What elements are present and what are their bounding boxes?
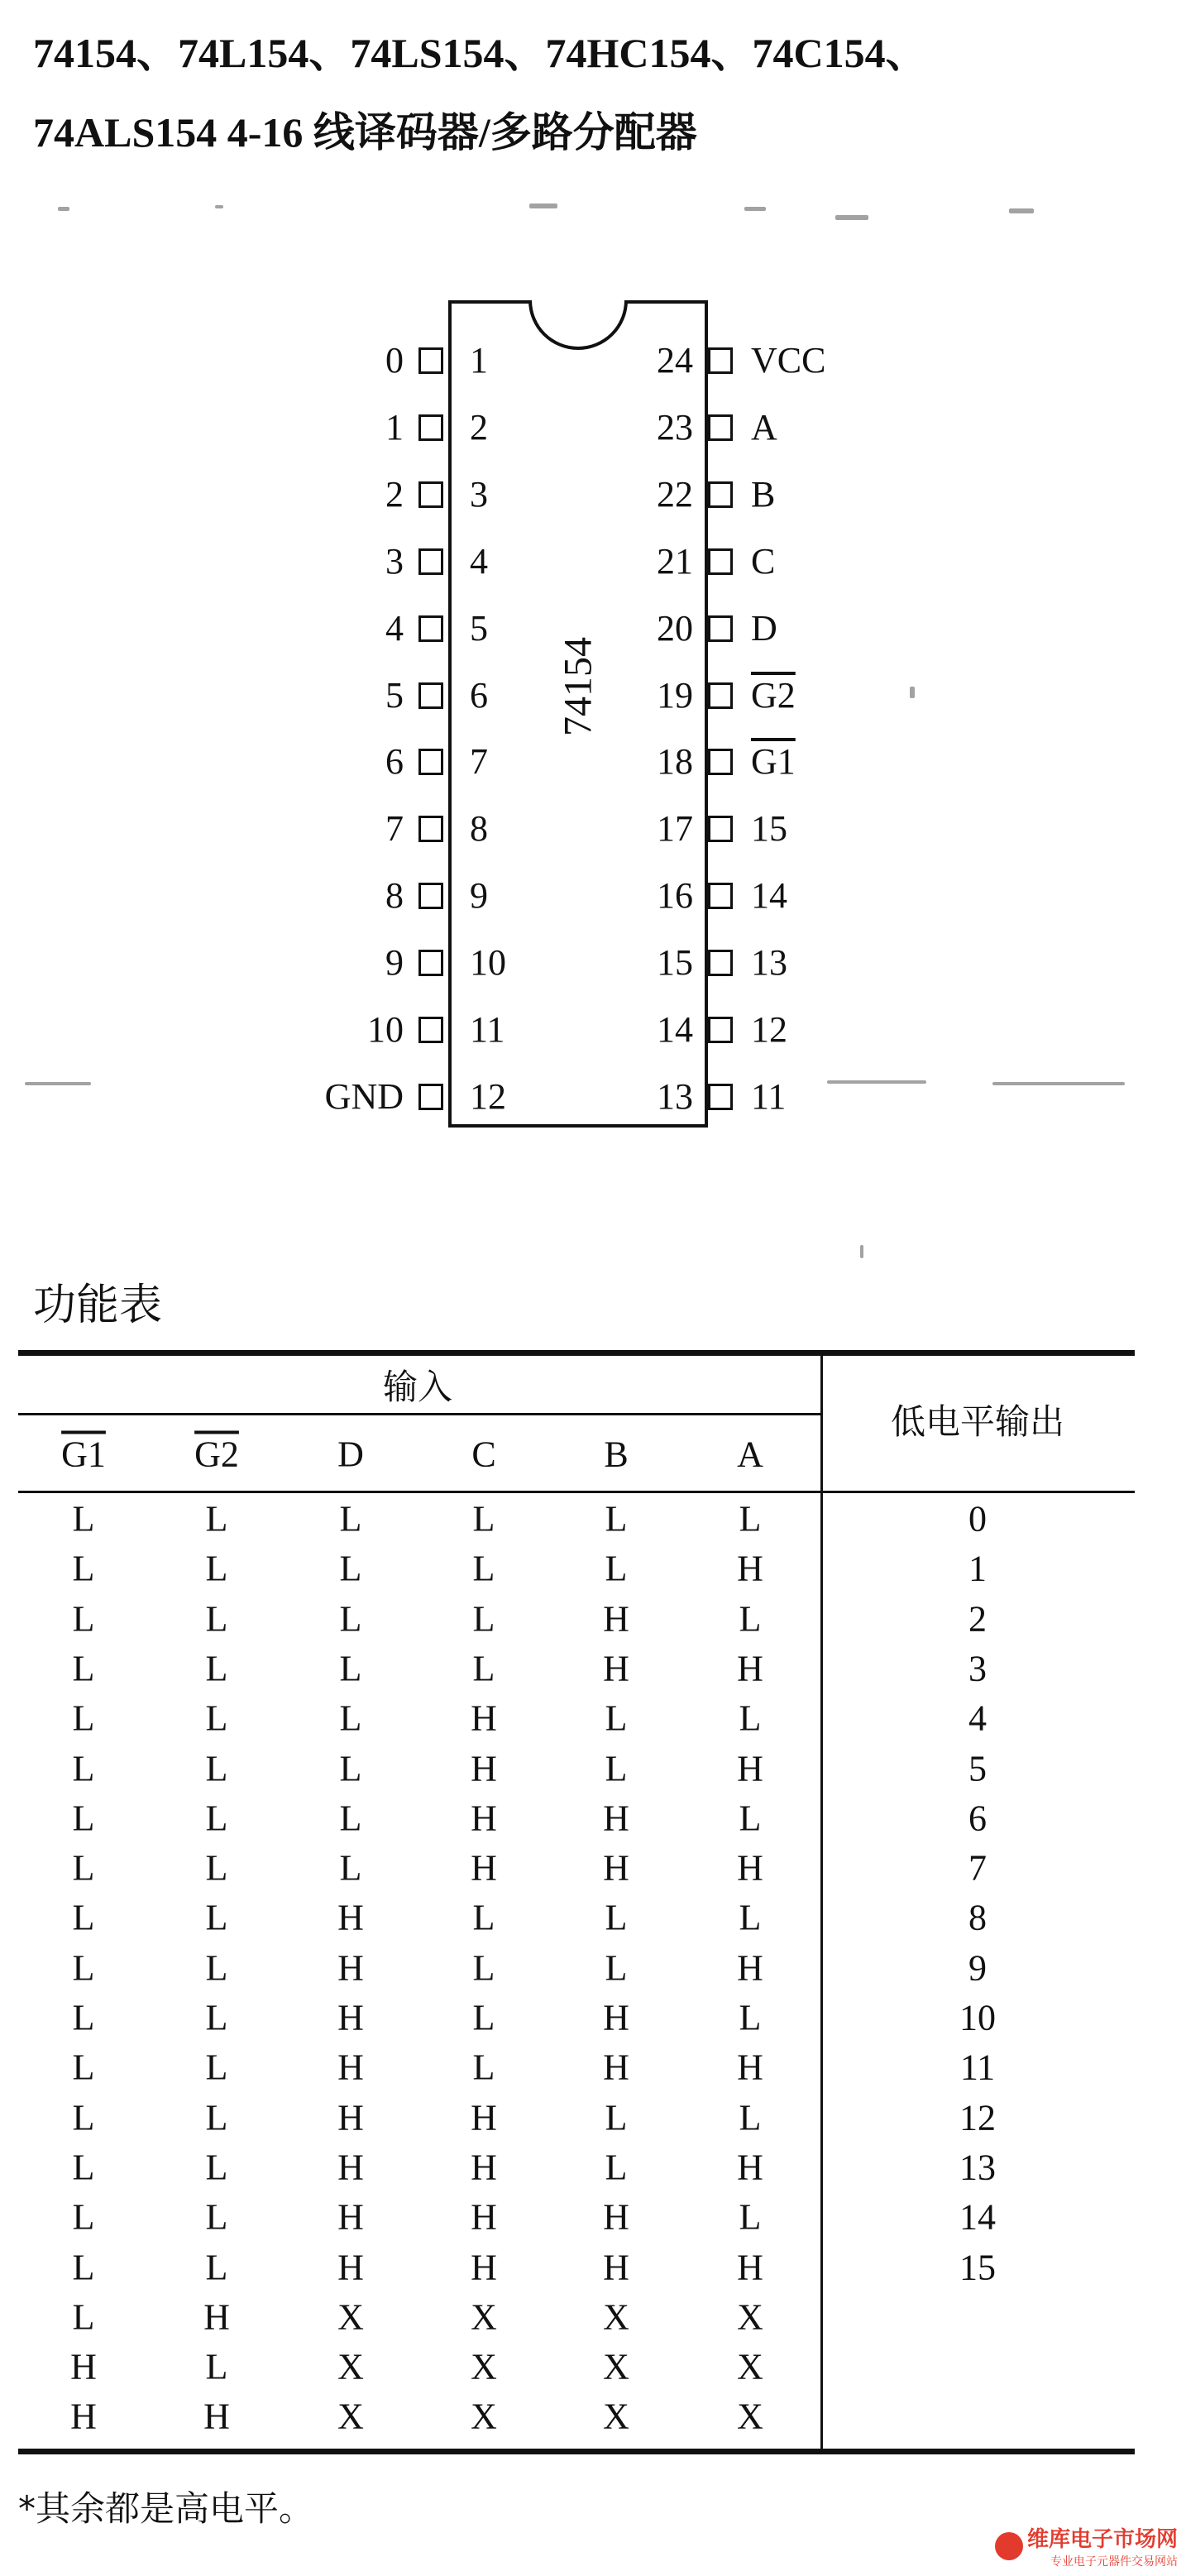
table-cell-c: H [471, 2196, 497, 2238]
table-cell-g2: L [205, 1697, 228, 1739]
table-cell-d: H [337, 2247, 364, 2287]
table-cell-d: H [337, 1947, 364, 1989]
table-cell-output: 12 [959, 2097, 996, 2138]
right-pin-label: D [751, 607, 777, 649]
left-pin-number: 8 [470, 808, 488, 850]
table-cell-d: L [339, 1697, 362, 1739]
table-cell-g2: L [205, 1997, 228, 2038]
table-cell-g1: L [72, 2247, 95, 2287]
scan-speckle [58, 207, 69, 211]
left-pin-4-box [418, 548, 443, 575]
left-pin-number: 1 [470, 340, 488, 381]
scan-speckle [1009, 208, 1034, 213]
right-pin-number: 20 [657, 607, 693, 649]
right-pin-24-box [708, 347, 733, 374]
table-cell-b: X [603, 2296, 629, 2338]
table-cell-c: L [472, 1598, 495, 1640]
table-cell-a: H [737, 1947, 763, 1989]
column-header-d: D [337, 1434, 364, 1475]
table-top-rule [18, 1350, 1135, 1356]
table-cell-b: H [603, 2247, 629, 2287]
table-cell-c: H [471, 2247, 497, 2287]
table-cell-b: H [603, 1798, 629, 1839]
right-pin-number: 23 [657, 406, 693, 448]
scan-speckle [910, 687, 915, 698]
table-cell-c: H [471, 1847, 497, 1889]
table-cell-c: X [471, 2346, 497, 2387]
table-cell-output: 1 [968, 1548, 987, 1589]
table-cell-d: H [337, 2147, 364, 2188]
watermark-text [1027, 2522, 1178, 2569]
left-pin-number: 12 [470, 1075, 506, 1117]
table-cell-g2: L [205, 1498, 228, 1539]
table-cell-c: L [472, 2047, 495, 2088]
right-pin-14-box [708, 1017, 733, 1043]
right-pin-19-box [708, 682, 733, 709]
right-pin-23-box [708, 414, 733, 441]
table-cell-g1: L [72, 2147, 95, 2188]
table-cell-a: X [737, 2296, 763, 2338]
scan-speckle [860, 1245, 863, 1258]
input-group-rule [18, 1413, 822, 1415]
left-pin-label: 6 [385, 741, 404, 783]
table-cell-g1: L [72, 1897, 95, 1938]
left-pin-number: 5 [470, 607, 488, 649]
table-cell-g1: L [72, 1598, 95, 1640]
table-cell-c: H [471, 1697, 497, 1739]
left-pin-number: 11 [470, 1009, 505, 1050]
table-cell-c: H [471, 2097, 497, 2138]
table-cell-g2: H [203, 2396, 230, 2437]
right-pin-15-box [708, 950, 733, 976]
right-pin-number: 14 [657, 1009, 693, 1050]
table-cell-a: H [737, 1748, 763, 1788]
table-cell-a: L [739, 1697, 762, 1739]
left-pin-6-box [418, 682, 443, 709]
table-cell-g1: L [72, 2097, 95, 2138]
table-cell-b: L [605, 1697, 628, 1739]
table-cell-a: L [739, 2097, 762, 2138]
table-cell-a: H [737, 1648, 763, 1689]
table-cell-c: H [471, 1748, 497, 1788]
page-title-line-1: 74154、74L154、74LS154、74HC154、74C154、 [33, 30, 927, 76]
table-cell-g2: L [205, 1847, 228, 1889]
table-cell-a: H [737, 2247, 763, 2287]
table-cell-g1: L [72, 2047, 95, 2088]
left-pin-label: 0 [385, 340, 404, 381]
table-cell-g1: L [72, 1997, 95, 2038]
table-cell-b: H [603, 2196, 629, 2238]
table-cell-b: H [603, 1847, 629, 1889]
left-pin-8-box [418, 816, 443, 842]
watermark-main: 维库电子市场网 [1026, 2527, 1178, 2552]
table-cell-g2: L [205, 2346, 228, 2387]
left-pin-number: 7 [470, 741, 488, 783]
footnote: *其余都是高电平。 [18, 2488, 314, 2529]
table-cell-a: H [737, 1548, 763, 1589]
watermark-sub: 专业电子元器件交易网站 [1050, 2555, 1178, 2569]
page-title-line-2: 74ALS154 4-16 线译码器/多路分配器 [33, 109, 697, 156]
scan-speckle [992, 1082, 1125, 1085]
right-pin-20-box [708, 615, 733, 642]
table-cell-a: X [737, 2396, 763, 2437]
table-cell-b: L [605, 1548, 628, 1589]
table-cell-output: 3 [968, 1648, 987, 1689]
right-pin-label: G2 [751, 674, 796, 716]
table-cell-g1: L [72, 2196, 95, 2238]
left-pin-label: 3 [385, 540, 404, 582]
table-cell-g1: L [72, 1947, 95, 1989]
column-header-g2: G2 [194, 1434, 239, 1475]
right-pin-label: G1 [751, 741, 796, 783]
output-column-divider [820, 1352, 823, 2450]
table-cell-g2: L [205, 1648, 228, 1689]
table-cell-c: X [471, 2396, 497, 2437]
table-cell-c: L [472, 1997, 495, 2038]
table-cell-b: L [605, 1947, 628, 1989]
left-pin-label: 2 [385, 473, 404, 515]
table-cell-output: 4 [968, 1697, 987, 1739]
table-cell-c: L [472, 1498, 495, 1539]
table-cell-d: X [337, 2396, 364, 2437]
watermark [995, 2522, 1178, 2569]
right-pin-number: 16 [657, 875, 693, 917]
table-cell-g2: H [203, 2296, 230, 2338]
table-cell-g2: L [205, 2097, 228, 2138]
table-cell-g1: L [72, 1697, 95, 1739]
table-cell-c: L [472, 1897, 495, 1938]
left-pin-label: 8 [385, 875, 404, 917]
right-pin-18-box [708, 749, 733, 775]
table-cell-d: L [339, 1648, 362, 1689]
table-cell-output: 5 [968, 1748, 987, 1788]
table-cell-b: L [605, 1498, 628, 1539]
scan-speckle [835, 215, 868, 220]
left-pin-number: 2 [470, 406, 488, 448]
table-cell-d: L [339, 1847, 362, 1889]
table-cell-g1: L [72, 1548, 95, 1589]
table-cell-d: H [337, 2196, 364, 2238]
left-pin-5-box [418, 615, 443, 642]
table-cell-a: H [737, 2047, 763, 2088]
table-cell-a: H [737, 1847, 763, 1889]
table-cell-g2: L [205, 2247, 228, 2287]
left-pin-number: 10 [470, 942, 506, 984]
right-pin-number: 18 [657, 741, 693, 783]
left-pin-3-box [418, 481, 443, 508]
right-pin-label: C [751, 540, 776, 582]
right-pin-number: 24 [657, 340, 693, 381]
header-bottom-rule [18, 1491, 1135, 1493]
table-cell-g1: L [72, 2296, 95, 2338]
table-cell-a: L [739, 1997, 762, 2038]
table-cell-d: H [337, 1897, 364, 1938]
right-pin-number: 22 [657, 473, 693, 515]
right-pin-label: 11 [751, 1075, 787, 1117]
table-cell-g1: L [72, 1748, 95, 1788]
right-pin-13-box [708, 1084, 733, 1110]
table-cell-output: 2 [968, 1598, 987, 1640]
left-pin-label: 7 [385, 808, 404, 850]
right-pin-label: 15 [751, 808, 787, 850]
function-table-heading: 功能表 [33, 1281, 163, 1330]
table-cell-output: 0 [968, 1498, 987, 1539]
scan-speckle [529, 203, 557, 208]
table-cell-g2: L [205, 2047, 228, 2088]
left-pin-9-box [418, 883, 443, 909]
table-cell-b: H [603, 1648, 629, 1689]
right-pin-label: A [751, 406, 777, 448]
scan-speckle [827, 1080, 926, 1084]
table-cell-d: X [337, 2346, 364, 2387]
table-cell-a: L [739, 1897, 762, 1938]
table-cell-g1: L [72, 1648, 95, 1689]
table-cell-output: 13 [959, 2147, 996, 2188]
table-cell-b: L [605, 2147, 628, 2188]
right-pin-number: 21 [657, 540, 693, 582]
right-pin-number: 19 [657, 674, 693, 716]
table-cell-g1: H [70, 2346, 97, 2387]
column-header-g1: G1 [61, 1434, 106, 1475]
left-pin-11-box [418, 1017, 443, 1043]
right-pin-label: B [751, 473, 776, 515]
table-cell-b: X [603, 2396, 629, 2437]
table-cell-c: L [472, 1648, 495, 1689]
right-pin-label: 13 [751, 942, 787, 984]
table-cell-d: H [337, 1997, 364, 2038]
table-cell-b: H [603, 2047, 629, 2088]
right-pin-17-box [708, 816, 733, 842]
left-pin-10-box [418, 950, 443, 976]
table-cell-output: 6 [968, 1798, 987, 1839]
table-cell-d: H [337, 2097, 364, 2138]
left-pin-2-box [418, 414, 443, 441]
table-cell-output: 7 [968, 1847, 987, 1889]
table-cell-b: H [603, 1598, 629, 1640]
right-pin-number: 17 [657, 808, 693, 850]
left-pin-label: 10 [367, 1009, 404, 1050]
right-pin-number: 15 [657, 942, 693, 984]
table-cell-a: L [739, 1798, 762, 1839]
table-cell-output: 10 [959, 1997, 996, 2038]
right-pin-21-box [708, 548, 733, 575]
right-pin-22-box [708, 481, 733, 508]
right-pin-label: 12 [751, 1009, 787, 1050]
right-pin-number: 13 [657, 1075, 693, 1117]
table-cell-output: 11 [959, 2047, 996, 2088]
table-cell-a: L [739, 1598, 762, 1640]
table-cell-output: 15 [959, 2247, 996, 2287]
table-cell-d: L [339, 1498, 362, 1539]
table-cell-d: X [337, 2296, 364, 2338]
table-cell-g2: L [205, 1947, 228, 1989]
table-cell-g1: H [70, 2396, 97, 2437]
table-cell-d: L [339, 1748, 362, 1788]
table-cell-g1: L [72, 1798, 95, 1839]
table-cell-c: L [472, 1548, 495, 1589]
right-pin-16-box [708, 883, 733, 909]
output-column-header: 低电平输出 [890, 1401, 1065, 1442]
table-cell-g2: L [205, 1748, 228, 1788]
table-cell-d: H [337, 2047, 364, 2088]
table-cell-d: L [339, 1548, 362, 1589]
table-bottom-rule [18, 2449, 1135, 2454]
table-cell-c: X [471, 2296, 497, 2338]
table-cell-a: H [737, 2147, 763, 2188]
table-cell-output: 9 [968, 1947, 987, 1989]
table-cell-g2: L [205, 1798, 228, 1839]
table-cell-g2: L [205, 2196, 228, 2238]
table-cell-g1: L [72, 1498, 95, 1539]
table-cell-b: L [605, 1897, 628, 1938]
left-pin-number: 3 [470, 473, 488, 515]
table-cell-a: L [739, 1498, 762, 1539]
table-cell-a: L [739, 2196, 762, 2238]
left-pin-number: 9 [470, 875, 488, 917]
table-cell-output: 14 [959, 2196, 996, 2238]
column-header-a: A [737, 1434, 763, 1475]
scan-speckle [215, 205, 223, 208]
table-cell-b: X [603, 2346, 629, 2387]
table-cell-g1: L [72, 1847, 95, 1889]
table-cell-g2: L [205, 1598, 228, 1640]
column-header-c: C [471, 1434, 496, 1475]
left-pin-label: 4 [385, 607, 404, 649]
left-pin-label: 1 [385, 406, 404, 448]
left-pin-12-box [418, 1084, 443, 1110]
right-pin-label: VCC [751, 340, 826, 381]
column-header-b: B [604, 1434, 629, 1475]
right-pin-label: 14 [751, 875, 787, 917]
left-pin-label: GND [324, 1075, 404, 1117]
table-cell-c: L [472, 1947, 495, 1989]
table-cell-g2: L [205, 1548, 228, 1589]
table-cell-d: L [339, 1598, 362, 1640]
left-pin-label: 5 [385, 674, 404, 716]
left-pin-label: 9 [385, 942, 404, 984]
left-pin-number: 6 [470, 674, 488, 716]
scan-speckle [744, 207, 766, 211]
watermark-logo-icon [995, 2532, 1023, 2560]
table-cell-d: L [339, 1798, 362, 1839]
left-pin-7-box [418, 749, 443, 775]
table-cell-c: H [471, 1798, 497, 1839]
table-cell-b: L [605, 2097, 628, 2138]
left-pin-number: 4 [470, 540, 488, 582]
input-group-header: 输入 [382, 1367, 453, 1407]
left-pin-1-box [418, 347, 443, 374]
table-cell-output: 8 [968, 1897, 987, 1938]
scan-speckle [25, 1082, 91, 1085]
table-cell-g2: L [205, 1897, 228, 1938]
table-cell-c: H [471, 2147, 497, 2188]
table-cell-b: H [603, 1997, 629, 2038]
table-cell-g2: L [205, 2147, 228, 2188]
table-cell-a: X [737, 2346, 763, 2387]
chip-part-number: 74154 [556, 637, 600, 736]
table-cell-b: L [605, 1748, 628, 1788]
